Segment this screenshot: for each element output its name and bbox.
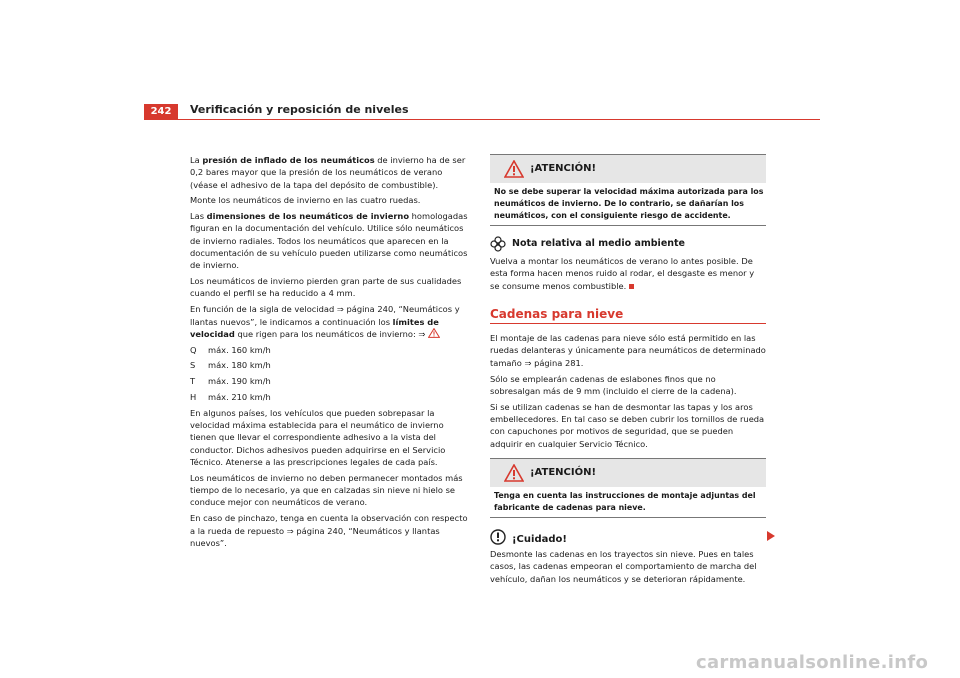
end-of-section-icon bbox=[629, 284, 634, 289]
environment-flower-icon bbox=[490, 236, 506, 252]
speed-row-t: T máx. 190 km/h bbox=[190, 376, 271, 387]
caution-title: ¡Cuidado! bbox=[512, 533, 567, 545]
speed-row-h: H máx. 210 km/h bbox=[190, 392, 271, 403]
paragraph-sticker: En algunos países, los vehículos que pueden sobrepasar la velocidad máxima establecida para el neumático de invierno tienen que llevar el correspondiente adhesivo a la vista del conductor. Dichos adhesivos pueden adquirirse en el Servicio Técnico. Atenerse a las prescripciones legales de cada país. bbox=[190, 407, 446, 468]
speed-row-q: Q máx. 160 km/h bbox=[190, 344, 271, 355]
warning-text: Tenga en cuenta las instrucciones de montaje adjuntas del fabricante de cadenas para nieve. bbox=[494, 490, 756, 512]
caution-text: Desmonte las cadenas en los trayectos sin nieve. Pues en tales casos, las cadenas empeoran el comportamiento de marcha del vehículo, dañan los neumáticos y se deterioran rápidamente. bbox=[490, 549, 757, 584]
paragraph-chains-front: El montaje de las cadenas para nieve sólo está permitido en las ruedas delanteras y únicamente para neumáticos de determinado tamaño ⇒ página 281. bbox=[490, 333, 766, 368]
warning-box-header bbox=[490, 155, 766, 183]
warning-triangle-icon bbox=[504, 160, 524, 178]
paragraph-chains-caps: Si se utilizan cadenas se han de desmontar las tapas y los aros embellecedores. En tal caso se deben cubrir los tornillos de rueda con capuchones por motivos de seguridad, que se pueden adquirir en cualquier Servicio Técnico. bbox=[490, 401, 765, 449]
next-page-arrow-icon[interactable] bbox=[766, 530, 776, 542]
caution-exclamation-icon bbox=[490, 529, 506, 545]
warning-title: ¡ATENCIÓN! bbox=[530, 466, 597, 478]
warning-triangle-icon bbox=[504, 464, 524, 482]
paragraph-dimensions: Las dimensiones de los neumáticos de invierno homologadas figuran en la documentación del vehículo. Utilice sólo neumáticos de invierno radiales. Todos los neumáticos que aparecen en la documentación de su vehículo pueden utilizarse como neumáticos de invierno. bbox=[190, 211, 468, 271]
warning-box-chains bbox=[490, 458, 766, 518]
warning-box-header bbox=[490, 459, 766, 487]
paragraph-four-wheels: Monte los neumáticos de invierno en las cuatro ruedas. bbox=[190, 195, 421, 206]
environment-note-text: Vuelva a montar los neumáticos de verano lo antes posible. De esta forma hacen menos ruido al rodar, el desgaste es menor y se consume menos combustible. bbox=[490, 256, 755, 291]
paragraph-profile: Los neumáticos de invierno pierden gran parte de sus cualidades cuando el perfil se ha reducido a 4 mm. bbox=[190, 276, 462, 299]
environment-note-title: Nota relativa al medio ambiente bbox=[512, 237, 686, 249]
paragraph-speed-limits: En función de la sigla de velocidad ⇒ página 240, “Neumáticos y llantas nuevos”, le indicamos a continuación los límites de velocidad que rigen para los neumáticos de invierno: ⇒ bbox=[190, 304, 460, 339]
paragraph-chains-links: Sólo se emplearán cadenas de eslabones finos que no sobresalgan más de 9 mm (incluido el cierre de la cadena). bbox=[490, 373, 737, 396]
warning-box-speed bbox=[490, 154, 766, 226]
page-header-title: Verificación y reposición de niveles bbox=[190, 103, 409, 116]
section-title-snow-chains: Cadenas para nieve bbox=[490, 308, 766, 324]
speed-row-s: S máx. 180 km/h bbox=[190, 360, 271, 371]
paragraph-puncture: En caso de pinchazo, tenga en cuenta la observación con respecto a la rueda de repuesto ⇒ página 240, “Neumáticos y llantas nuevos”. bbox=[190, 513, 468, 548]
left-column bbox=[190, 154, 468, 553]
right-column bbox=[490, 154, 766, 589]
paragraph-summer-tyres: Los neumáticos de invierno no deben permanecer montados más tiempo de lo necesario, ya que en calzadas sin nieve ni hielo se conduce mejor con neumáticos de verano. bbox=[190, 472, 463, 508]
header-divider bbox=[144, 119, 820, 120]
footer-watermark: carmanualsonline.info bbox=[696, 652, 929, 673]
caution-header bbox=[490, 528, 766, 546]
warning-text: No se debe superar la velocidad máxima autorizada para los neumáticos de invierno. De lo contrario, se dañarían los neumáticos, con el consiguiente riesgo de accidente. bbox=[494, 187, 764, 220]
paragraph-pressure: La presión de inflado de los neumáticos de invierno ha de ser 0,2 bares mayor que la presión de los neumáticos de verano (véase el adhesivo de la tapa del depósito de combustible). bbox=[190, 155, 466, 190]
page-number: 242 bbox=[144, 104, 178, 119]
environment-note-header bbox=[490, 236, 766, 252]
warning-title: ¡ATENCIÓN! bbox=[530, 162, 597, 174]
warning-triangle-icon bbox=[428, 328, 440, 338]
